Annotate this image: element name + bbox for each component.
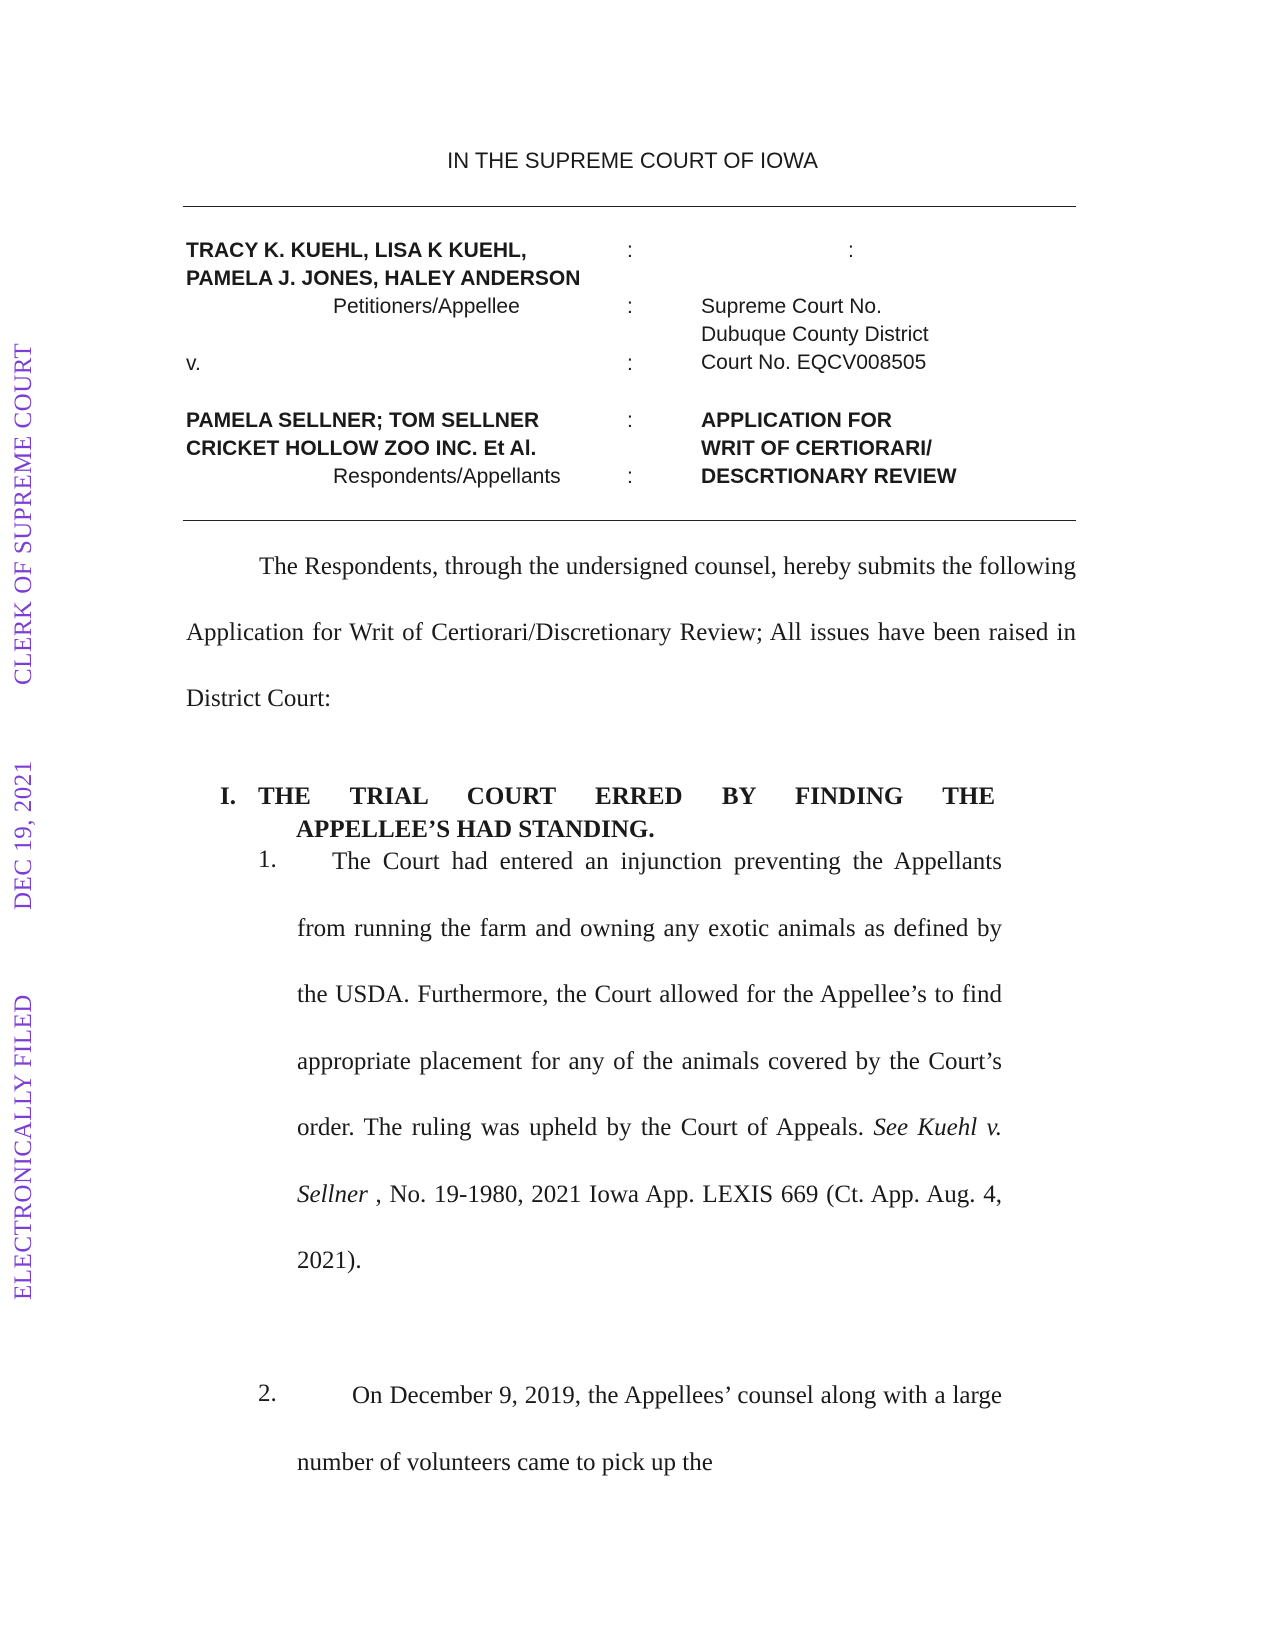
petitioners-role: Petitioners/Appellee	[333, 295, 520, 318]
supreme-court-no: Supreme Court No.	[701, 295, 882, 318]
intro-paragraph: The Respondents, through the undersigned counsel, hereby submits the following Application for Writ of Certiorari/Discretionary Review; All issues have been raised in District Court:	[186, 553, 1076, 712]
caption-separator: :	[627, 409, 633, 432]
petitioners-line-1: TRACY K. KUEHL, LISA K KUEHL,	[186, 239, 527, 262]
section-heading-line-1: THE TRIAL COURT ERRED BY FINDING THE	[258, 783, 995, 810]
stamp-date: DEC 19, 2021	[10, 760, 37, 910]
item-1-text-before: The Court had entered an injunction preventing the Appellants from running the farm and owning any exotic animals as defined by the USDA. Furthermore, the Court allowed for the Appellee’s to find appropriate placement for any of the animals covered by the Court’s order. The ruling was upheld by the Court of Appeals.	[297, 848, 1002, 1141]
caption-separator: :	[627, 465, 633, 488]
citation: See Kuehl v. Sellner	[297, 1114, 1002, 1208]
petitioners-line-2: PAMELA J. JONES, HALEY ANDERSON	[186, 267, 581, 290]
section-number: I.	[220, 783, 236, 810]
caption-separator: :	[848, 239, 854, 262]
document-title-line-3: DESCRTIONARY REVIEW	[701, 465, 957, 488]
filing-stamp	[10, 0, 50, 1638]
court-title: IN THE SUPREME COURT OF IOWA	[447, 148, 818, 173]
respondents-line-1: PAMELA SELLNER; TOM SELLNER	[186, 409, 540, 432]
document-title-line-1: APPLICATION FOR	[701, 409, 892, 432]
caption-top-rule	[183, 206, 1076, 207]
versus: v.	[186, 352, 201, 375]
item-number: 1.	[258, 846, 277, 873]
district-court-line-1: Dubuque County District	[701, 323, 929, 346]
respondents-role: Respondents/Appellants	[333, 465, 561, 488]
district-court-line-2: Court No. EQCV008505	[701, 351, 927, 374]
item-2-text: On December 9, 2019, the Appellees’ counsel along with a large number of volunteers came to pick up the	[297, 1382, 1002, 1476]
document-title-line-2: WRIT OF CERTIORARI/	[701, 437, 932, 460]
respondents-line-2: CRICKET HOLLOW ZOO INC. Et Al.	[186, 437, 537, 460]
stamp-clerk: CLERK OF SUPREME COURT	[10, 342, 37, 685]
caption-separator: :	[627, 295, 633, 318]
section-heading-line-2: APPELLEE’S HAD STANDING.	[296, 816, 655, 843]
item-1-text	[297, 829, 1002, 1295]
caption-bottom-rule	[183, 520, 1076, 521]
item-1-text-after: , No. 19-1980, 2021 Iowa App. LEXIS 669 (Ct. App. Aug. 4, 2021).	[297, 1180, 1002, 1274]
caption-separator: :	[627, 352, 633, 375]
item-number: 2.	[258, 1380, 277, 1407]
stamp-electronically-filed: ELECTRONICALLY FILED	[10, 994, 37, 1300]
caption-separator: :	[627, 239, 633, 262]
